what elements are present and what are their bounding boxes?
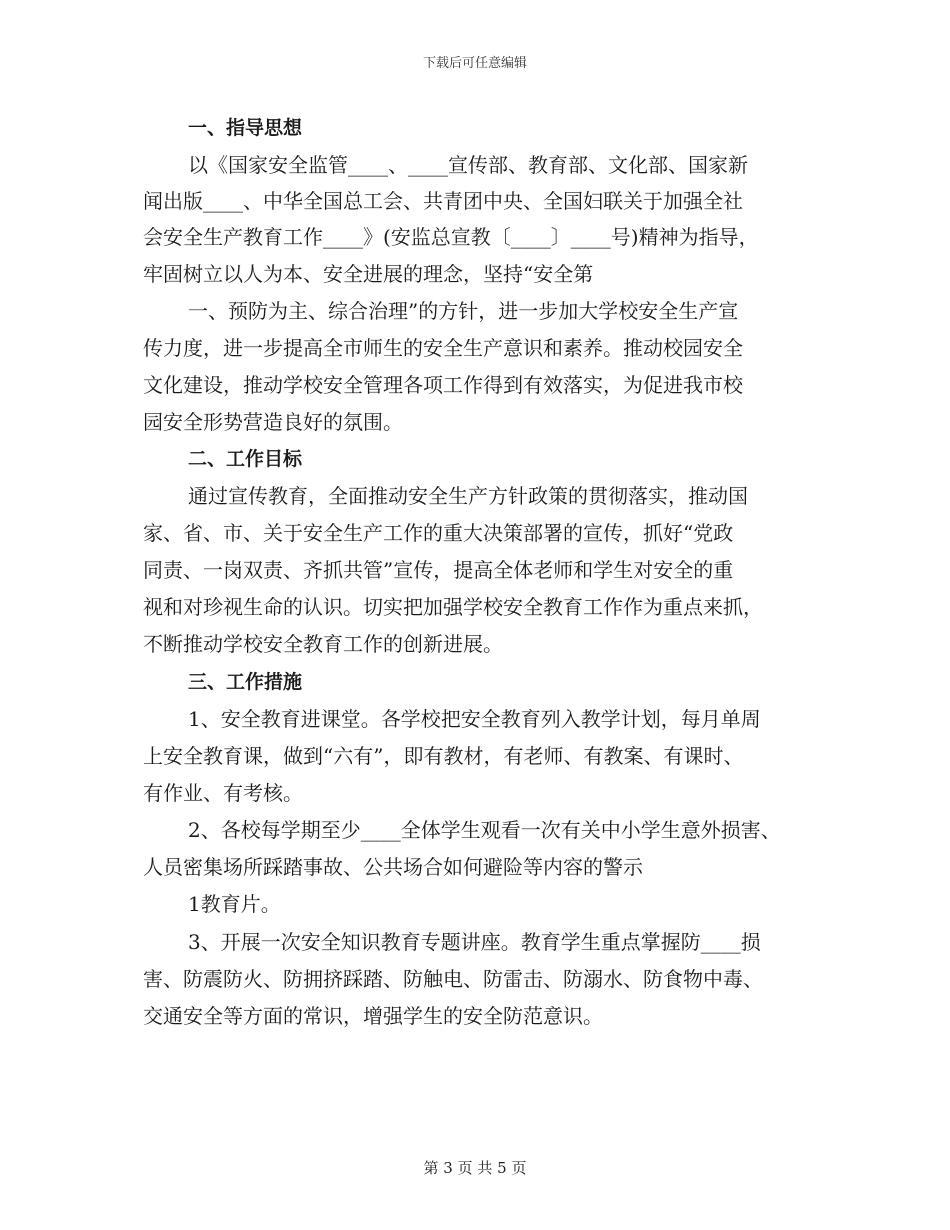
paragraph-line: 上安全教育课，做到“六有”，即有教材，有老师、有教案、有课时、 <box>143 744 744 768</box>
paragraph-line: 害、防震防火、防拥挤踩踏、防触电、防雷击、防溺水、防食物中毒、 <box>143 967 763 991</box>
section-heading-guiding-thought: 一、指导思想 <box>188 117 303 139</box>
paragraph-line: 牢固树立以人为本、安全进展的理念，坚持“安全第 <box>143 262 594 286</box>
paragraph-line: 闻出版____、中华全国总工会、共青团中央、全国妇联关于加强全社 <box>143 189 743 213</box>
paragraph-line: 交通安全等方面的常识，增强学生的安全防范意识。 <box>143 1004 603 1028</box>
paragraph-line: 以《国家安全监管____、____宣传部、教育部、文化部、国家新 <box>188 153 748 177</box>
paragraph-line: 通过宣传教育，全面推动安全生产方针政策的贯彻落实，推动国 <box>188 484 748 508</box>
paragraph-line: 会安全生产教育工作____》(安监总宣教〔____〕____号)精神为指导， <box>143 225 759 249</box>
paragraph-line: 3、开展一次安全知识教育专题讲座。教育学生重点掌握防____损 <box>188 930 761 954</box>
page-header: 下载后可任意编辑 <box>422 56 527 71</box>
paragraph-line: 家、省、市、关于安全生产工作的重大决策部署的宣传，抓好“党政 <box>143 521 734 545</box>
section-heading-work-measures: 三、工作措施 <box>188 671 303 693</box>
section-heading-work-goals: 二、工作目标 <box>188 448 303 470</box>
paragraph-line: 同责、一岗双责、齐抓共管”宣传，提高全体老师和学生对安全的重 <box>143 558 734 582</box>
paragraph-line: 传力度，进一步提高全市师生的安全生产意识和素养。推动校园安全 <box>143 336 743 360</box>
paragraph-line: 视和对珍视生命的认识。切实把加强学校安全教育工作作为重点来抓， <box>143 595 763 619</box>
paragraph-line: 有作业、有考核。 <box>143 781 303 805</box>
paragraph-line: 1、安全教育进课堂。各学校把安全教育列入教学计划，每月单周 <box>188 707 761 731</box>
paragraph-line: 园安全形势营造良好的氛围。 <box>143 410 403 434</box>
paragraph-line: 文化建设，推动学校安全管理各项工作得到有效落实，为促进我市校 <box>143 373 743 397</box>
paragraph-line: 2、各校每学期至少____全体学生观看一次有关中小学生意外损害、 <box>188 818 781 842</box>
paragraph-line: 一、预防为主、综合治理”的方针，进一步加大学校安全生产宣 <box>188 299 739 323</box>
paragraph-line: 1教育片。 <box>188 892 281 916</box>
page-footer: 第 3 页 共 5 页 <box>423 1159 527 1177</box>
paragraph-line: 人员密集场所踩踏事故、公共场合如何避险等内容的警示 <box>143 855 643 879</box>
paragraph-line: 不断推动学校安全教育工作的创新进展。 <box>143 632 503 656</box>
